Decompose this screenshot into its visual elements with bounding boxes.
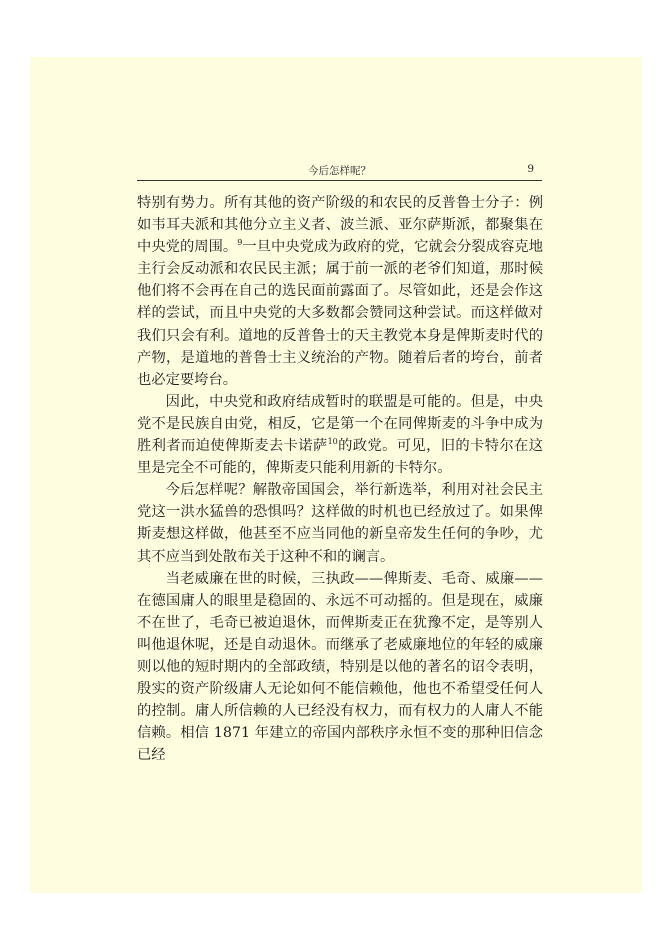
body-text bbox=[137, 192, 543, 766]
paragraph-text: 当老威廉在世的时候，三执政——俾斯麦、毛奇、威廉——在德国庸人的眼里是稳固的、永远不可动摇的。但是现在，威廉不在世了，毛奇已被迫退休，而俾斯麦正在犹豫不定，是等别人叫他退休呢，还是自动退休。而继承了老威廉地位的年轻的威廉则以他的短时期内的全部政绩，特别是以他的著名的诏令表明，殷实的资产阶级庸人无论如何不能信赖他，他也不希望受任何人的控制。庸人所信赖的人已经没有权力，而有权力的人庸人不能信赖。相信 1871 年建立的帝国内部秩序永恒不变的那种旧信念已经 bbox=[137, 570, 543, 764]
paragraph bbox=[137, 479, 543, 567]
paragraph-text: 的政党。可见，旧的卡特尔在这里是完全不可能的，俾斯麦只能利用新的卡特尔。 bbox=[137, 438, 544, 477]
footnote-marker: 9 bbox=[237, 238, 243, 248]
paragraph-text: 因此，中央党和政府结成暂时的联盟是可能的。但是，中央党不是民族自由党，相反，它是第一个在同俾斯麦的斗争中成为胜利者而迫使俾斯麦去卡诺萨 bbox=[137, 393, 543, 455]
running-title: 今后怎样呢？ bbox=[308, 165, 371, 177]
running-header bbox=[137, 162, 542, 181]
paragraph bbox=[137, 391, 543, 479]
paragraph-text: 特别有势力。所有其他的资产阶级的和农民的反普鲁士分子：例如韦耳夫派和其他分立主义者、波兰派、亚尔萨斯派，都聚集在中央党的周围。 bbox=[137, 195, 543, 256]
paragraph bbox=[137, 568, 543, 767]
paragraph bbox=[137, 192, 543, 391]
page-number: 9 bbox=[527, 163, 534, 175]
paragraph-text: 一旦中央党成为政府的党，它就会分裂成容克地主行会反动派和农民民主派；属于前一派的老爷们知道，那时候他们将不会再在自己的选民面前露面了。尽管如此，还是会作这样的尝试，而且中央党的大多数都会赞同这种尝试。而这样做对我们只会有利。道地的反普鲁士的天主教党本身是俾斯麦时代的产物，是道地的普鲁士主义统治的产物。随着后者的垮台，前者也必定要垮台。 bbox=[137, 239, 544, 388]
paragraph-text: 今后怎样呢？解散帝国国会，举行新选举，利用对社会民主党这一洪水猛兽的恐惧吗？这样做的时机也已经放过了。如果俾斯麦想这样做，他甚至不应当同他的新皇帝发生任何的争吵，尤其不应当到处散布关于这种不和的谰言。 bbox=[137, 482, 543, 565]
footnote-marker: 10 bbox=[327, 437, 338, 447]
